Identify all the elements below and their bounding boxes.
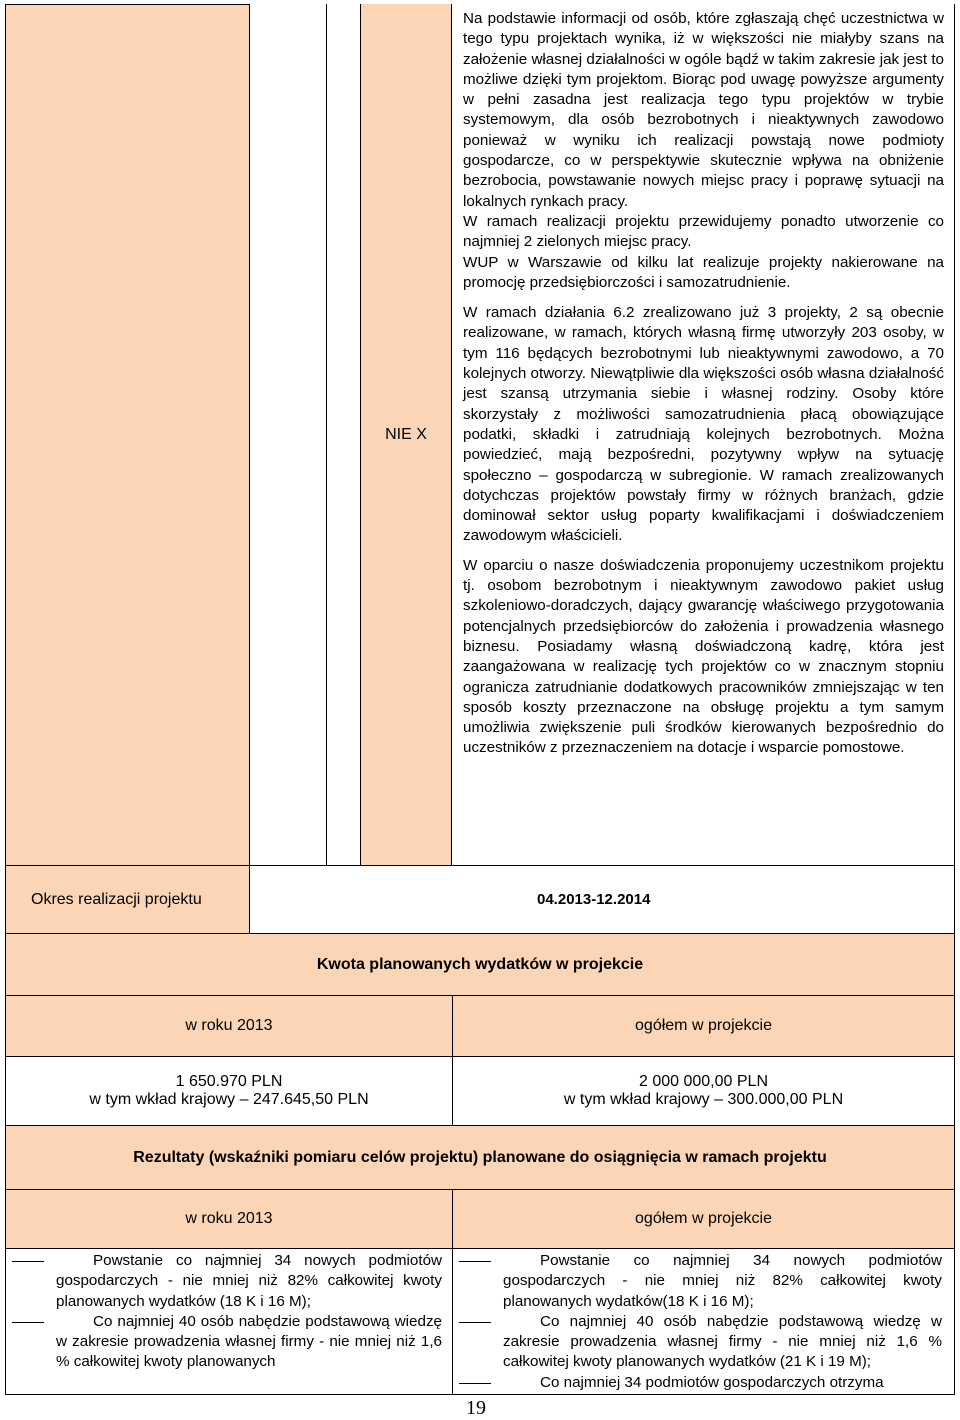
list-item: Co najmniej 40 osób nabędzie podstawową wiedzę w zakresie prowadzenia własnej firmy - nie mniej niż 1,6 % całkowitej kwoty planowanych	[8, 1312, 442, 1373]
results-header-total-label: ogółem w projekcie	[635, 1210, 772, 1227]
budget-value-total	[453, 1056, 955, 1125]
period-value-cell	[249, 866, 954, 933]
justification-paragraph: W ramach działania 6.2 zrealizowano już 3 projekty, 2 są obecnie realizowane, w ramach, których własną firmę utworzyły 203 osoby, w tym 116 będących bezrobotnymi lub nieaktywnymi zawodowo, a 70 kolejnych otworzy. Niewątpliwie dla większości osób własna działalność jest szansą utrzymania siebie i własnej rodziny. Osoby które skorzystały z możliwości samozatrudnienia płacą obowiązujące podatki, składki i zatrudniają kolejnych bezrobotnych. Można powiedzieć, mają bezpośredni, pozytywny wpływ na sytuację społeczno – gospodarczą w subregionie. W ramach zrealizowanych dotychczas projektów powstały firmy w różnych branżach, gdzie dominował sektor usług poparty kwalifikacjami i doświadczeniem zawodowym właścicieli.	[463, 304, 944, 545]
period-label-cell	[6, 866, 249, 933]
list-item: Powstanie co najmniej 34 nowych podmiotów gospodarczych - nie mniej niż 82% całkowitej kwoty planowanych wydatków (18 K i 16 M);	[8, 1251, 442, 1312]
choice-cell	[5, 4, 249, 865]
results-title-cell	[5, 1125, 955, 1189]
justification-paragraph: W ramach realizacji projektu przewidujemy ponadto utworzenie co najmniej 2 zielonych miejsc pracy.	[463, 212, 944, 251]
yes-cell-divider	[326, 4, 360, 865]
budget-title: Kwota planowanych wydatków w projekcie	[316, 955, 644, 973]
budget-header-total-label: ogółem w projekcie	[635, 1017, 772, 1034]
justification-cell	[451, 4, 955, 865]
list-item: Powstanie co najmniej 34 nowych podmiotów gospodarczych - nie mniej niż 82% całkowitej kwoty planowanych wydatków(18 K i 16 M);	[455, 1251, 942, 1312]
period-value: 04.2013-12.2014	[537, 891, 651, 908]
justification-paragraph: W oparciu o nasze doświadczenia proponujemy uczestnikom projektu tj. osobom bezrobotnym i nieaktywnym zawodowo pakiet usług szkoleniowo-doradczych, dający gwarancję właściwego przygotowania potencjalnych przedsiębiorców do założenia i prowadzenia własnego biznesu. Posiadamy własną doświadczoną kadrę, która jest zaangażowana w realizację tych projektów co w znacznym stopniu ogranicza zatrudnianie dodatkowych pracowników zmniejszając w ten sposób koszty przeznaczone na obsługę projektu a tym samym umożliwia zwiększenie puli środków kierowanych bezpośrednio do uczestników z przeznaczeniem na dotacje i wsparcie pomostowe.	[463, 556, 944, 757]
budget-2013-amount: 1 650.970 PLN	[175, 1073, 283, 1090]
list-item: Co najmniej 40 osób nabędzie podstawową wiedzę w zakresie prowadzenia własnej firmy - nie mniej niż 1,6 % całkowitej kwoty planowanych wydatków (21 K i 19 M);	[455, 1312, 942, 1373]
budget-total-national: w tym wkład krajowy – 300.000,00 PLN	[563, 1091, 844, 1108]
results-title: Rezultaty (wskaźniki pomiaru celów projektu) planowane do osiągnięcia w ramach projektu	[133, 1148, 827, 1166]
results-list-2013	[5, 1248, 453, 1395]
budget-value-2013	[5, 1056, 453, 1125]
justification-text	[463, 9, 944, 759]
no-choice-cell	[360, 4, 451, 865]
budget-total-amount: 2 000 000,00 PLN	[639, 1073, 768, 1090]
period-label: Okres realizacji projektu	[31, 890, 202, 908]
results-header-total	[453, 1189, 955, 1248]
results-list-total	[453, 1248, 955, 1395]
page-number: 19	[466, 1397, 486, 1419]
budget-header-total	[453, 995, 955, 1056]
budget-2013-national: w tym wkład krajowy – 247.645,50 PLN	[89, 1091, 369, 1108]
budget-title-cell	[5, 933, 955, 995]
yes-cell	[249, 4, 327, 865]
list-item: Co najmniej 34 podmiotów gospodarczych otrzyma	[455, 1373, 942, 1393]
budget-header-2013	[5, 995, 453, 1056]
budget-header-2013-label: w roku 2013	[185, 1017, 273, 1034]
results-header-2013-label: w roku 2013	[185, 1210, 273, 1227]
results-header-2013	[5, 1189, 453, 1248]
justification-paragraph: Na podstawie informacji od osób, które zgłaszają chęć uczestnictwa w tego typu projektach wynika, iż w większości nie miałyby szans na założenie własnej działalności w ogóle bądź w takim zakresie jak jest to możliwe dzięki tym projektom. Biorąc pod uwagę powyższe argumenty w pełni zasadna jest realizacja tego typu projektów w trybie systemowym, dla osób bezrobotnych i nieaktywnych zawodowo ponieważ w wyniku ich realizacji powstają nowe podmioty gospodarcze, co w perspektywie skutecznie wpływa na obniżenie bezrobocia, powstawanie nowych miejsc pracy i poprawę sytuacji na lokalnych rynkach pracy.	[463, 10, 944, 210]
no-choice-label: NIE X	[385, 425, 427, 443]
justification-paragraph: WUP w Warszawie od kilku lat realizuje projekty nakierowane na promocję przedsiębiorczości i samozatrudnienie.	[463, 253, 944, 291]
